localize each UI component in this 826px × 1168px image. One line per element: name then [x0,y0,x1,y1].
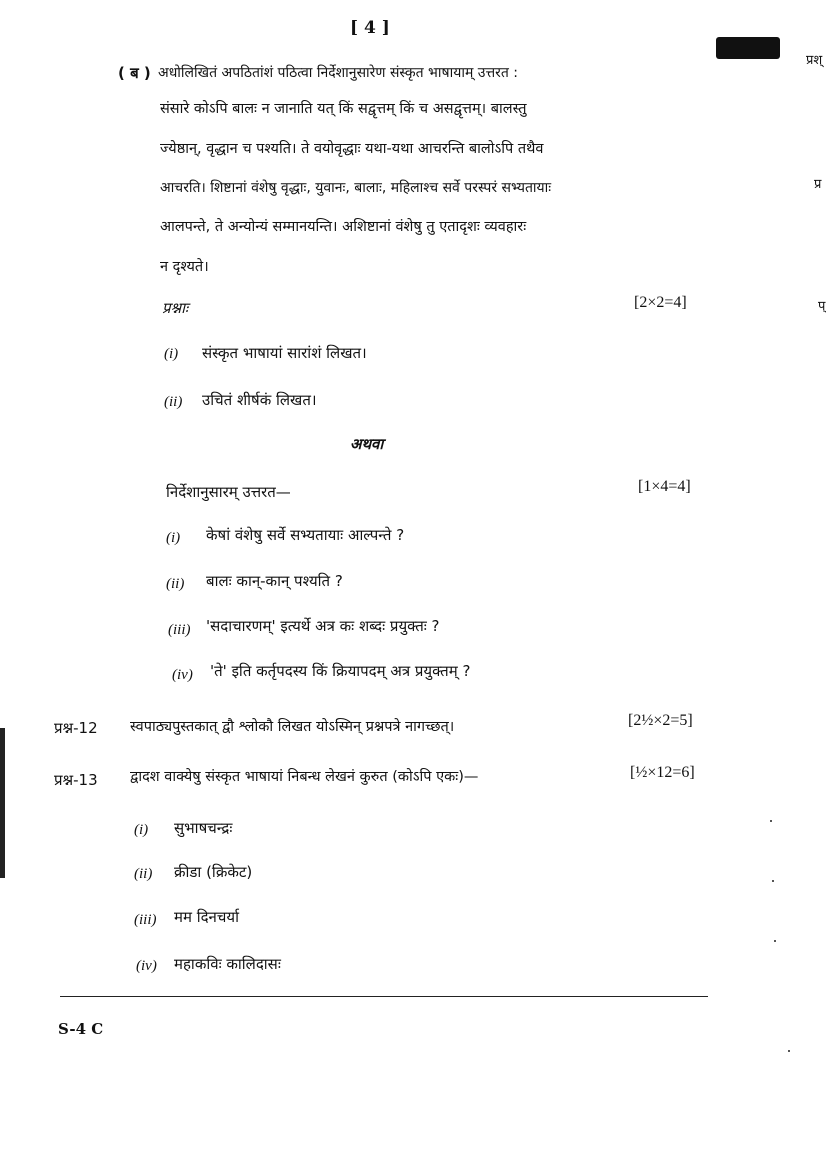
scan-speck [770,820,772,822]
edge-label: प्र [814,177,822,192]
essay-option-number: (iv) [136,958,157,974]
scan-blot [716,37,780,59]
question-text: बालः कान्-कान् पश्यति ? [206,572,343,590]
edge-label: प् [818,299,826,314]
essay-option-text: महाकविः कालिदासः [174,955,281,973]
question-number: (i) [166,530,181,546]
passage-line: न दृश्यते। [160,259,209,275]
essay-option-text: सुभाषचन्द्रः [174,819,233,837]
question-12-text: स्वपाठ्यपुस्तकात् द्वौ श्लोकौ लिखत योऽस्मिन् प्रश्नपत्रे नागच्छत्। [130,719,455,735]
scan-speck [772,880,774,882]
essay-option-text: क्रीडा (क्रिकेट) [174,863,253,881]
scan-speck [788,1050,790,1052]
section-instruction: अधोलिखितं अपठितांशं पठित्वा निर्देशानुसारेण संस्कृत भाषायाम् उत्तरत : [158,65,519,81]
question-number: (ii) [164,394,183,410]
alt-marks: [1×4=4] [638,478,691,495]
page-number: [ 4 ] [350,18,390,38]
section-label: ( ब ) [118,64,151,82]
question-12-marks: [2½×2=5] [628,712,693,729]
essay-option-number: (ii) [134,866,153,882]
question-13-marks: [½×12=6] [630,764,695,781]
or-label: अथवा [350,435,384,453]
questions-marks: [2×2=4] [634,294,687,311]
question-text: 'ते' इति कर्तृपदस्य किं क्रियापदम् अत्र प्रयुक्तम् ? [210,662,471,680]
question-text: केषां वंशेषु सर्वे सभ्यतायाः आल्पन्ते ? [206,526,405,544]
passage-line: आचरति। शिष्टानां वंशेषु वृद्धाः, युवानः, बालाः, महिलाश्च सर्वे परस्परं सभ्यतायाः [160,180,552,196]
question-13-number: प्रश्न-13 [54,771,98,789]
scan-speck [774,940,776,942]
essay-option-number: (iii) [134,912,157,928]
scan-edge-mark [0,728,5,878]
footer-divider [60,996,708,997]
question-number: (iii) [168,622,191,638]
edge-label: प्रश् [806,53,823,68]
question-number: (i) [164,346,179,362]
question-number: (iv) [172,667,193,683]
essay-option-number: (i) [134,822,149,838]
passage-line: संसारे कोऽपि बालः न जानाति यत् किं सद्वृत्तम् किं च असद्वृत्तम्। बालस्तु [160,101,527,117]
passage-line: ज्येष्ठान्, वृद्धान च पश्यति। ते वयोवृद्धाः यथा-यथा आचरन्ति बालोऽपि तथैव [160,141,544,157]
question-number: (ii) [166,576,185,592]
questions-label: प्रश्नाः [162,299,189,317]
alt-instruction: निर्देशानुसारम् उत्तरत— [166,483,291,501]
footer-code: S-4 C [58,1020,104,1038]
question-text: 'सदाचारणम्' इत्यर्थे अत्र कः शब्दः प्रयुक्तः ? [206,617,440,635]
question-text: संस्कृत भाषायां सारांशं लिखत। [202,344,367,362]
question-text: उचितं शीर्षकं लिखत। [202,391,317,409]
question-12-number: प्रश्न-12 [54,719,98,737]
passage-line: आलपन्ते, ते अन्योन्यं सम्मानयन्ति। अशिष्टानां वंशेषु तु एतादृशः व्यवहारः [160,219,527,235]
essay-option-text: मम दिनचर्या [174,908,239,926]
question-13-text: द्वादश वाक्येषु संस्कृत भाषायां निबन्ध लेखनं कुरुत (कोऽपि एकः)— [130,769,479,785]
